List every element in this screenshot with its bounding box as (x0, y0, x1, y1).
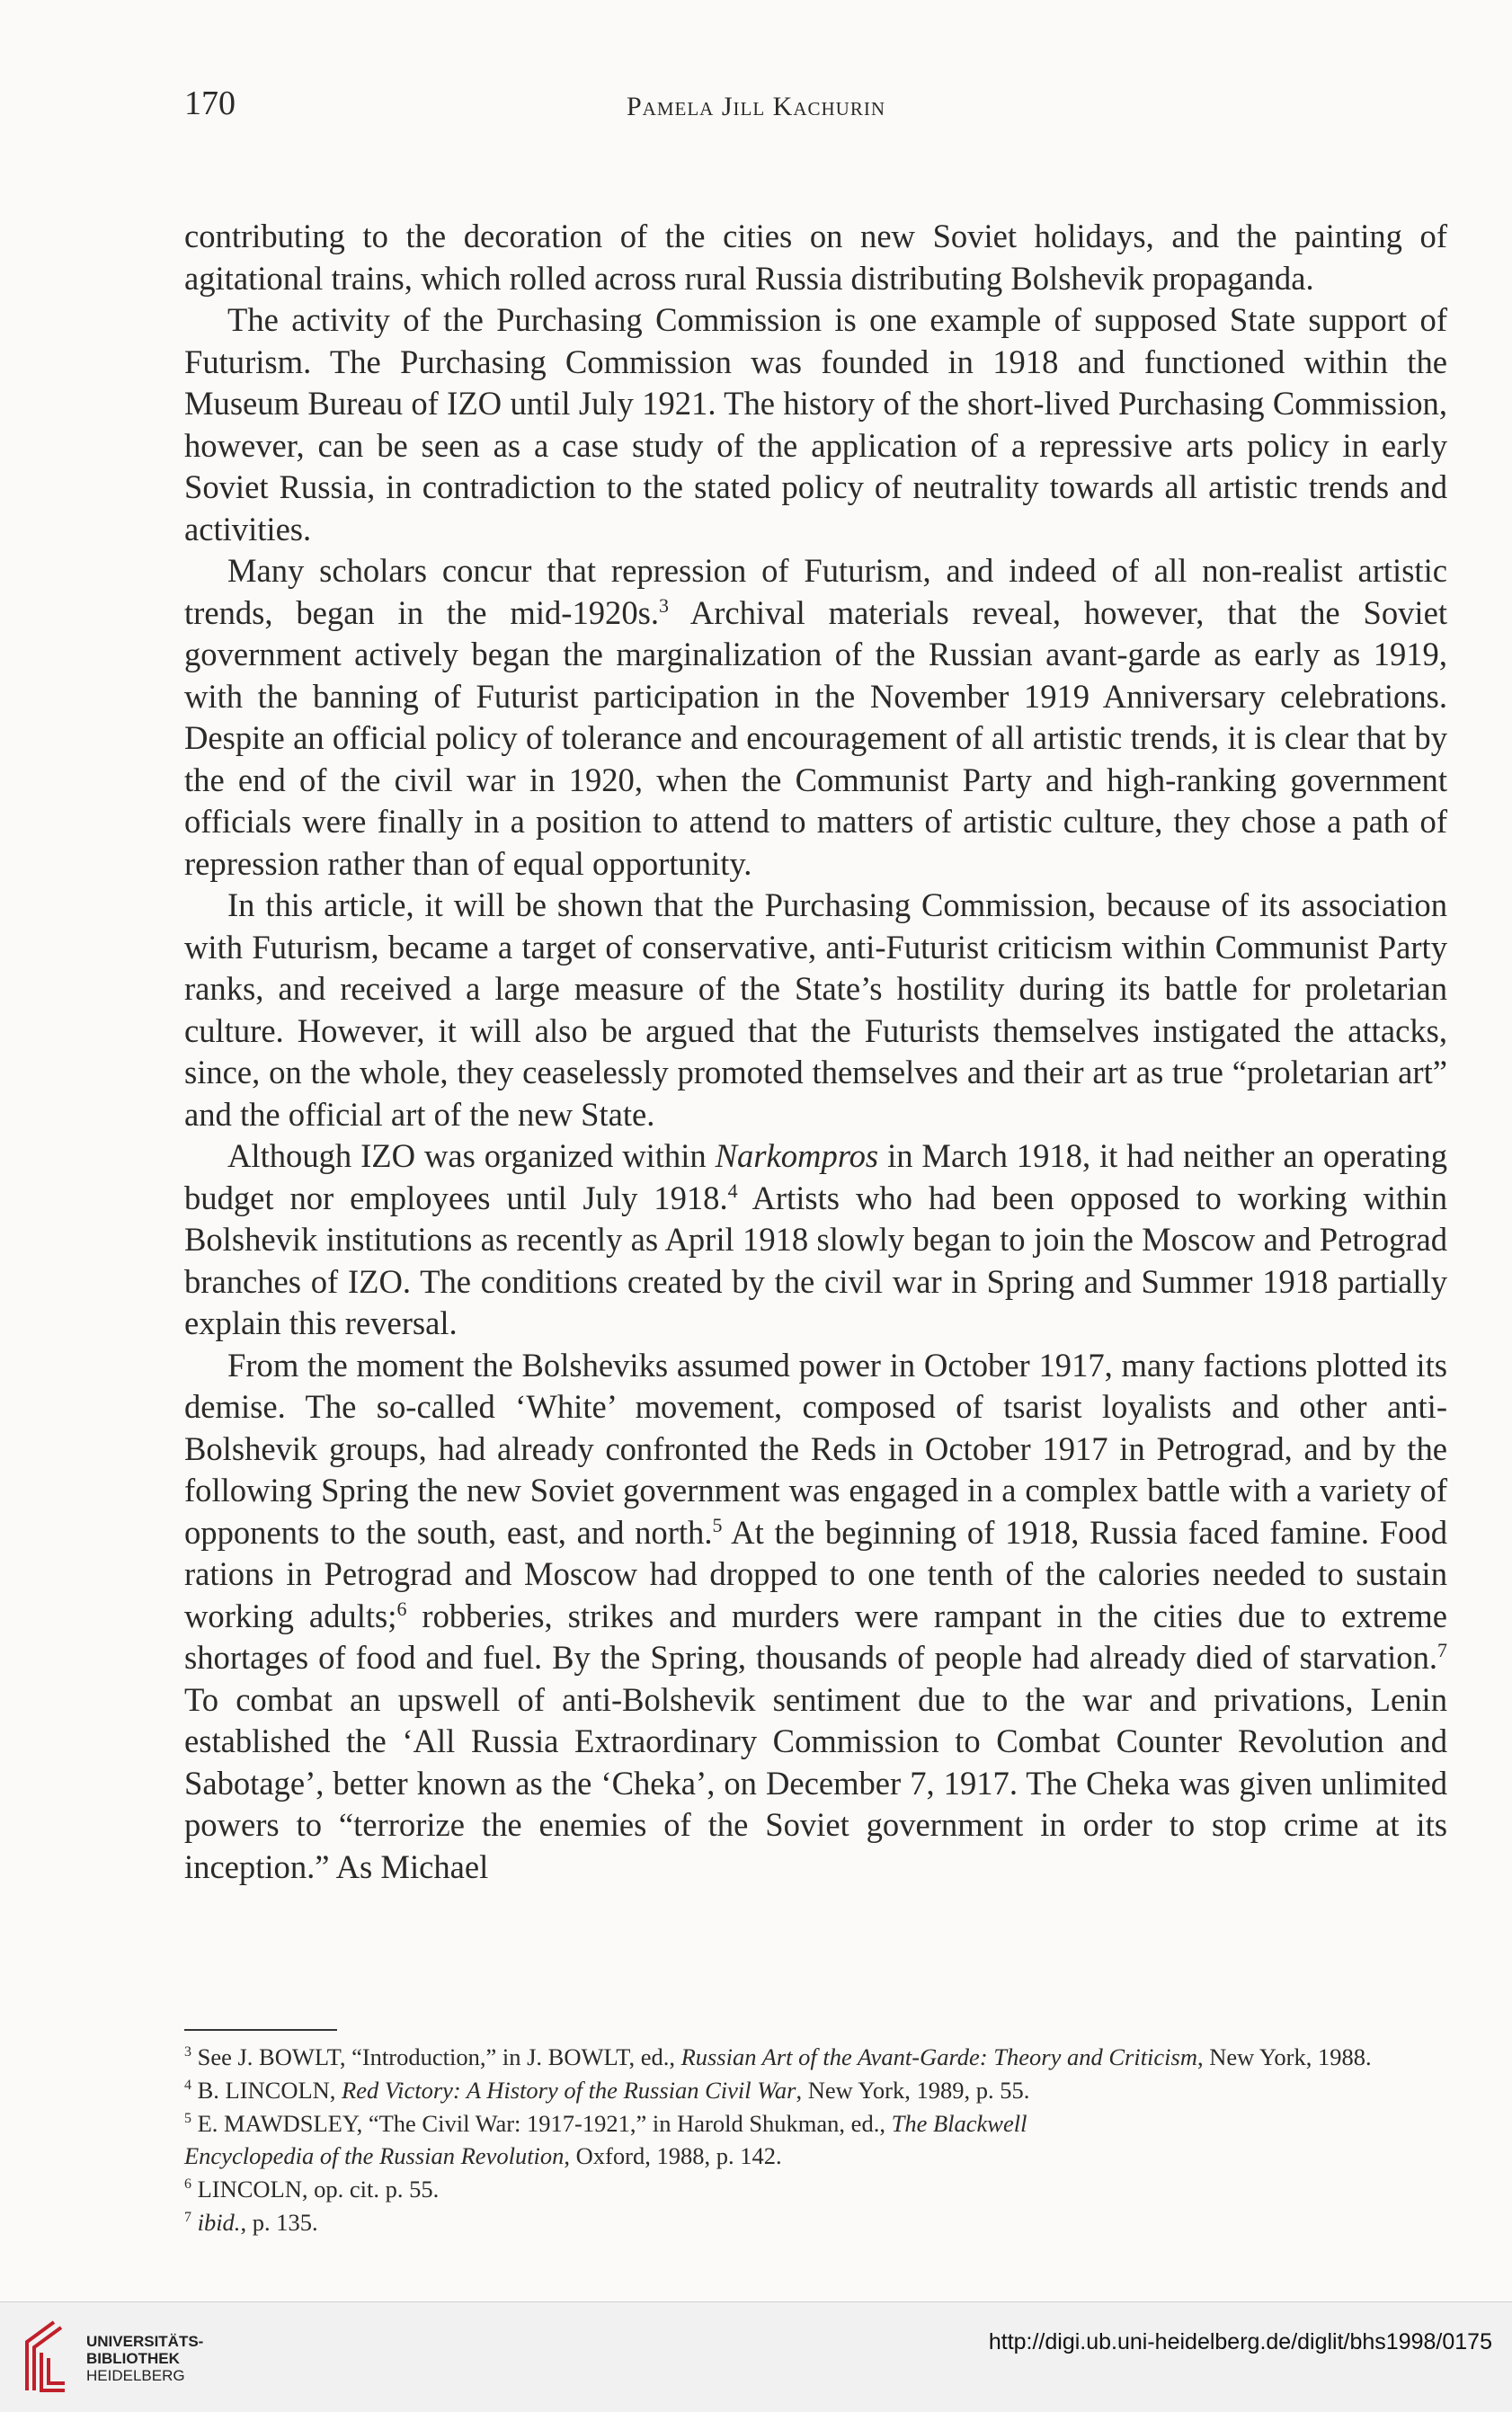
logo-line: UNIVERSITÄTS- (86, 2333, 204, 2350)
paragraph-text: From the moment the Bolsheviks assumed power in October 1917, many factions plotted its demise. The so-called ‘White’ movement, composed of tsarist loyalists and other anti-Bolshevik groups, had already confronted the Reds in October 1917 in Petrograd, and by the following Spring the new Soviet government was engaged in a complex battle with a variety of opponents to the south, east, and north. (184, 1346, 1447, 1551)
running-head: Pamela Jill Kachurin (626, 92, 885, 121)
paragraph-text: Archival materials reveal, however, that the Soviet government actively began the marginalization of the Russian avant-garde as early as 1919, with the banning of Futurist participation in the November 1919 Anniversary celebrations. Despite an official policy of tolerance and encouragement of all artistic trends, it is clear that by the end of the civil war in 1920, when the Communist Party and high-ranking government officials were finally in a position to attend to matters of artistic culture, they chose a path of repression rather than of equal opportunity. (184, 593, 1447, 882)
footnote-ref: 6 (396, 1597, 407, 1620)
paragraph: In this article, it will be shown that the Purchasing Commission, because of its association with Futurism, became a target of conservative, anti-Futurist criticism within Communist Party ranks, and received a large measure of the State’s hostility during its battle for proletarian culture. However, it will also be argued that the Futurists themselves instigated the attacks, since, on the whole, they ceaselessly promoted themselves and their art as true “proletarian art” and the official art of the new State. (184, 886, 1447, 1133)
logo-line: BIBLIOTHEK (86, 2350, 180, 2367)
footnote-text: , Oxford, 1988, p. 142. (564, 2142, 782, 2170)
footnote (184, 2074, 1452, 2107)
footnote (184, 2206, 1452, 2239)
footnote-text: See J. BOWLT, “Introduction,” in J. BOWLT, ed., (191, 2043, 681, 2070)
footnote-number: 3 (184, 2044, 191, 2060)
library-footer-bar (0, 2301, 1512, 2412)
footnote (184, 2107, 1452, 2174)
library-logo-text (86, 2333, 203, 2384)
footnote (184, 2173, 1452, 2206)
footnote-text: LINCOLN, op. cit. p. 55. (191, 2176, 440, 2203)
footnote (184, 2041, 1452, 2074)
page-number: 170 (184, 85, 236, 122)
footnote-text: , New York, 1988. (1197, 2043, 1372, 2070)
paragraph-text: To combat an upswell of anti-Bolshevik sentiment due to the war and privations, Lenin established the ‘All Russia Extraordinary Commission to Combat Counter Revolution and Sabotage’, better known as the ‘Cheka’, on December 7, 1917. The Cheka was given unlimited powers to “terrorize the enemies of the Soviet government in order to stop crime at its inception.” As Michael (184, 1680, 1447, 1885)
paragraph-text: in March 1918, it had neither an operating budget nor employees until July 1918. (184, 1137, 1447, 1216)
paragraph: contributing to the decoration of the cities on new Soviet holidays, and the painting of agitational trains, which rolled across rural Russia distributing Bolshevik propaganda. (184, 218, 1447, 297)
logo-line: HEIDELBERG (86, 2367, 185, 2384)
footnote-number: 7 (184, 2210, 191, 2226)
paragraph-text: At the beginning of 1918, Russia faced famine. Food rations in Petrograd and Moscow had dropped to one tenth of the calories needed to sustain working adults; (184, 1513, 1447, 1634)
paragraph-text: robberies, strikes and murders were rampant in the cities due to extreme shortages of food and fuel. By the Spring, thousands of people had already died of starvation. (184, 1597, 1447, 1676)
footnote-title: Russian Art of the Avant-Garde: Theory and Criticism (680, 2043, 1197, 2070)
footnote-text: , New York, 1989, p. 55. (796, 2076, 1030, 2104)
footnote-number: 6 (184, 2176, 191, 2193)
footnote-ref: 4 (727, 1179, 738, 1202)
footnote-text: E. MAWDSLEY, “The Civil War: 1917-1921,” in Harold Shukman, ed., (191, 2109, 892, 2137)
footnote-ref: 5 (712, 1513, 723, 1536)
permalink-url[interactable]: http://digi.ub.uni-heidelberg.de/diglit/bhs1998/0175 (988, 2329, 1492, 2354)
footnote-title: ibid. (191, 2208, 241, 2236)
footnote-ref: 7 (1437, 1638, 1447, 1661)
paragraph (184, 550, 1447, 885)
paragraph (184, 1345, 1447, 1889)
footnote-number: 5 (184, 2110, 191, 2126)
paragraph-text: Artists who had been opposed to working within Bolshevik institutions as recently as April 1918 slowly began to join the Moscow and Petrograd branches of IZO. The conditions created by the civil war in Spring and Summer 1918 partially explain this reversal. (184, 1179, 1447, 1341)
footnote-text: , p. 135. (240, 2208, 318, 2236)
library-logo-icon (18, 2319, 68, 2394)
paragraph (184, 1135, 1447, 1345)
paragraph: The activity of the Purchasing Commission is one example of supposed State support of Futurism. The Purchasing Commission was founded in 1918 and functioned within the Museum Bureau of IZO until July 1921. The history of the short-lived Purchasing Commission, however, can be seen as a case study of the application of a repressive arts policy in early Soviet Russia, in contradiction to the stated policy of neutrality towards all artistic trends and activities. (184, 301, 1447, 547)
article-body (184, 216, 1447, 1888)
footnote-title: Encyclopedia of the Russian Revolution (184, 2142, 565, 2170)
italic-term: Narkompros (715, 1137, 879, 1174)
footnote-text: B. LINCOLN, (191, 2076, 342, 2104)
paragraph-text: Many scholars concur that repression of Futurism, and indeed of all non-realist artistic trends, began in the mid-1920s. (184, 552, 1447, 631)
footnote-ref: 3 (659, 593, 669, 617)
footnote-number: 4 (184, 2077, 191, 2093)
footnotes (184, 2041, 1452, 2239)
footnote-title: Red Victory: A History of the Russian Civil War (342, 2076, 796, 2104)
paragraph-text: Although IZO was organized within (227, 1137, 716, 1174)
footnote-divider (184, 2029, 337, 2031)
footnote-title: The Blackwell (891, 2109, 1027, 2137)
